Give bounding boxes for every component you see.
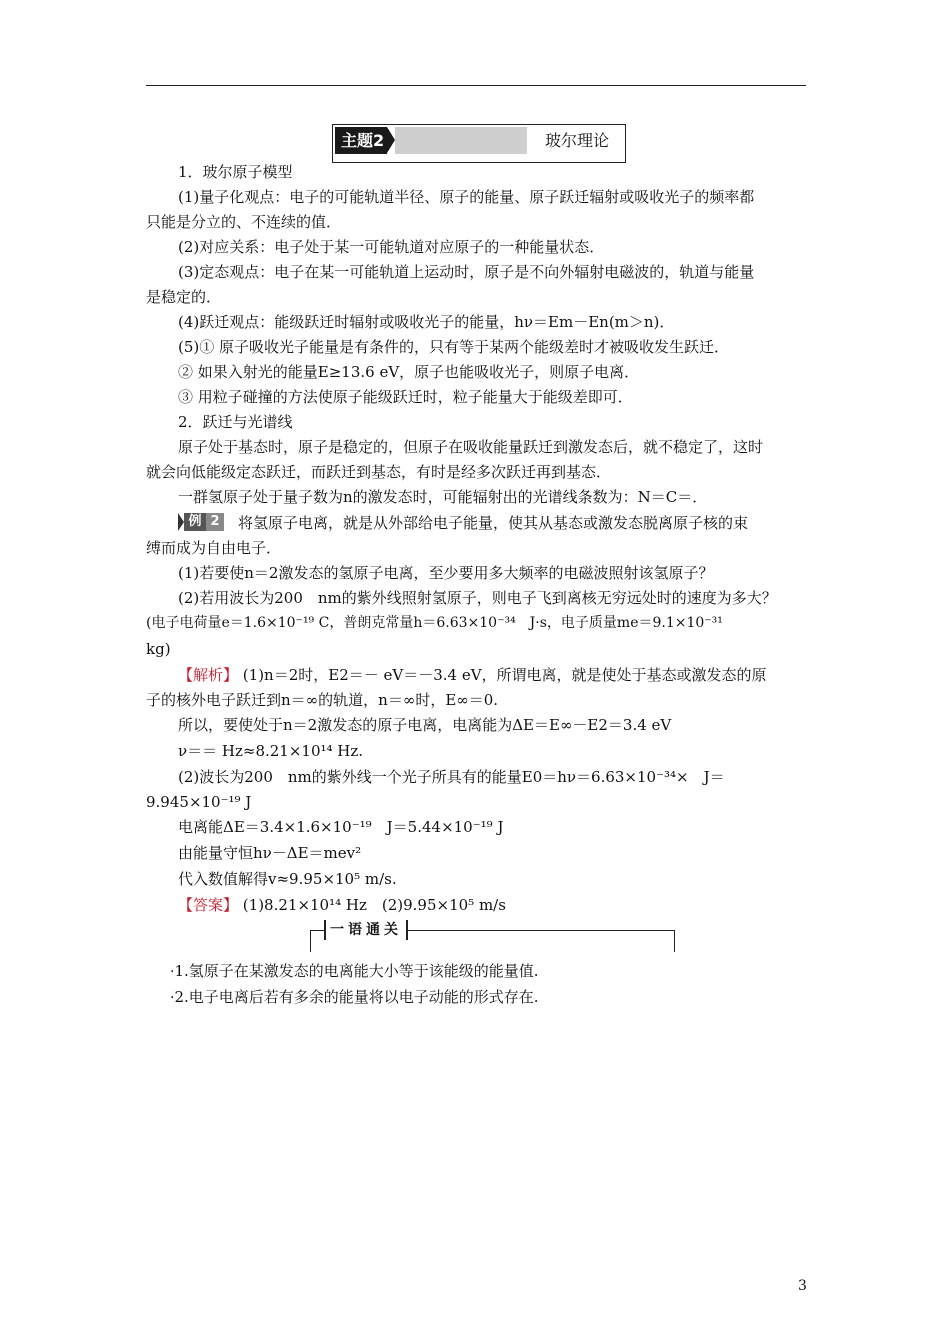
section1-p4: (4)跃迁观点：能级跃迁时辐射或吸收光子的能量，hν＝Em－En(m＞n)．	[178, 313, 675, 331]
analysis-line1	[178, 664, 767, 686]
example-q3a: (2)若用波长为200 nm的紫外线照射氢原子，则电子飞到离核无穷远处时的速度为多大？	[178, 589, 777, 607]
section1-p1a: (1)量子化观点：电子的可能轨道半径、原子的能量、原子跃迁辐射或吸收光子的频率都	[178, 188, 755, 206]
analysis-l6: 9.945×10⁻¹⁹ J	[146, 793, 252, 811]
summary-item1	[170, 960, 539, 983]
example-tag-number: 2	[206, 513, 224, 531]
answer-line	[178, 894, 506, 916]
analysis-l8: 由能量守恒hν－ΔE＝mev²	[178, 844, 362, 862]
example-question-line1	[178, 512, 748, 534]
analysis-l1: (1)n＝2时，E2＝－ eV＝－3.4 eV，所谓电离，就是使处于基态或激发态的原	[242, 666, 767, 684]
answer-text: (1)8.21×10¹⁴ Hz (2)9.95×10⁵ m/s	[242, 896, 506, 914]
section1-p2: (2)对应关系：电子处于某一可能轨道对应原子的一种能量状态．	[178, 238, 605, 256]
answer-label: 【答案】	[178, 896, 239, 914]
topic-tag: 主题2	[335, 127, 387, 154]
topic-title: 玻尔理论	[545, 131, 610, 150]
summary-label: 一语通关	[324, 920, 408, 940]
analysis-l2: 子的核外电子跃迁到n＝∞的轨道，n＝∞时，E∞＝0.	[146, 691, 499, 709]
section1-p6: ② 如果入射光的能量E≥13.6 eV，原子也能吸收光子，则原子电离．	[178, 363, 640, 381]
summary-bullet-icon: ·	[170, 990, 175, 1006]
analysis-l5: (2)波长为200 nm的紫外线一个光子所具有的能量E0＝hν＝6.63×10⁻³⁴× J＝	[178, 768, 725, 786]
summary-item2-text: 2.电子电离后若有多余的能量将以电子动能的形式存在.	[174, 988, 539, 1006]
analysis-l7: 电离能ΔE＝3.4×1.6×10⁻¹⁹ J＝5.44×10⁻¹⁹ J	[178, 818, 504, 836]
section1-p5: (5)① 原子吸收光子能量是有条件的，只有等于某两个能级差时才被吸收发生跃迁．	[178, 338, 730, 356]
section1-p3a: (3)定态观点：电子在某一可能轨道上运动时，原子是不向外辐射电磁波的，轨道与能量	[178, 263, 755, 281]
section2-p1b: 就会向低能级定态跃迁，而跃迁到基态，有时是经多次跃迁再到基态．	[146, 463, 612, 481]
example-tag	[178, 513, 226, 531]
section2-p2: 一群氢原子处于量子数为n的激发态时，可能辐射出的光谱线条数为：N＝C＝．	[178, 488, 708, 506]
example-q1b: 缚而成为自由电子．	[146, 539, 282, 557]
summary-left-rule	[310, 930, 311, 952]
example-q1a: 将氢原子电离，就是从外部给电子能量，使其从基态或激发态脱离原子核的束	[238, 514, 749, 532]
analysis-l3: 所以，要使处于n＝2激发态的原子电离，电离能为ΔE＝E∞－E2＝3.4 eV	[178, 716, 672, 734]
section2-p1a: 原子处于基态时，原子是稳定的，但原子在吸收能量跃迁到激发态后，就不稳定了，这时	[178, 438, 764, 456]
section1-p1b: 只能是分立的、不连续的值．	[146, 213, 342, 231]
section1-p7: ③ 用粒子碰撞的方法使原子能级跃迁时，粒子能量大于能级差即可．	[178, 388, 633, 406]
example-q2: (1)若要使n＝2激发态的氢原子电离，至少要用多大频率的电磁波照射该氢原子？	[178, 564, 714, 582]
example-tag-label: 例	[184, 513, 206, 531]
summary-right-rule	[674, 930, 675, 952]
summary-item2	[170, 986, 539, 1009]
analysis-l4: ν＝＝ Hz≈8.21×10¹⁴ Hz.	[178, 742, 364, 760]
topic-grey-bar	[395, 127, 527, 154]
analysis-l9: 代入数值解得v≈9.95×10⁵ m/s.	[178, 870, 397, 888]
example-q3b: (电子电荷量e＝1.6×10⁻¹⁹ C，普朗克常量h＝6.63×10⁻³⁴ J·s，电子质量me＝9.1×10⁻³¹	[146, 615, 723, 631]
analysis-label: 【解析】	[178, 666, 239, 684]
example-q3c: kg)	[146, 640, 171, 658]
page-number: 3	[798, 1278, 807, 1294]
section1-heading: 1．玻尔原子模型	[178, 163, 293, 181]
section2-heading: 2．跃迁与光谱线	[178, 413, 293, 431]
summary-item1-text: 1.氢原子在某激发态的电离能大小等于该能级的能量值.	[174, 962, 539, 980]
topic-arrow-icon	[387, 127, 395, 153]
header-rule	[146, 85, 806, 86]
summary-bullet-icon: ·	[170, 964, 175, 980]
section1-p3b: 是稳定的．	[146, 288, 222, 306]
topic-banner	[332, 124, 626, 163]
